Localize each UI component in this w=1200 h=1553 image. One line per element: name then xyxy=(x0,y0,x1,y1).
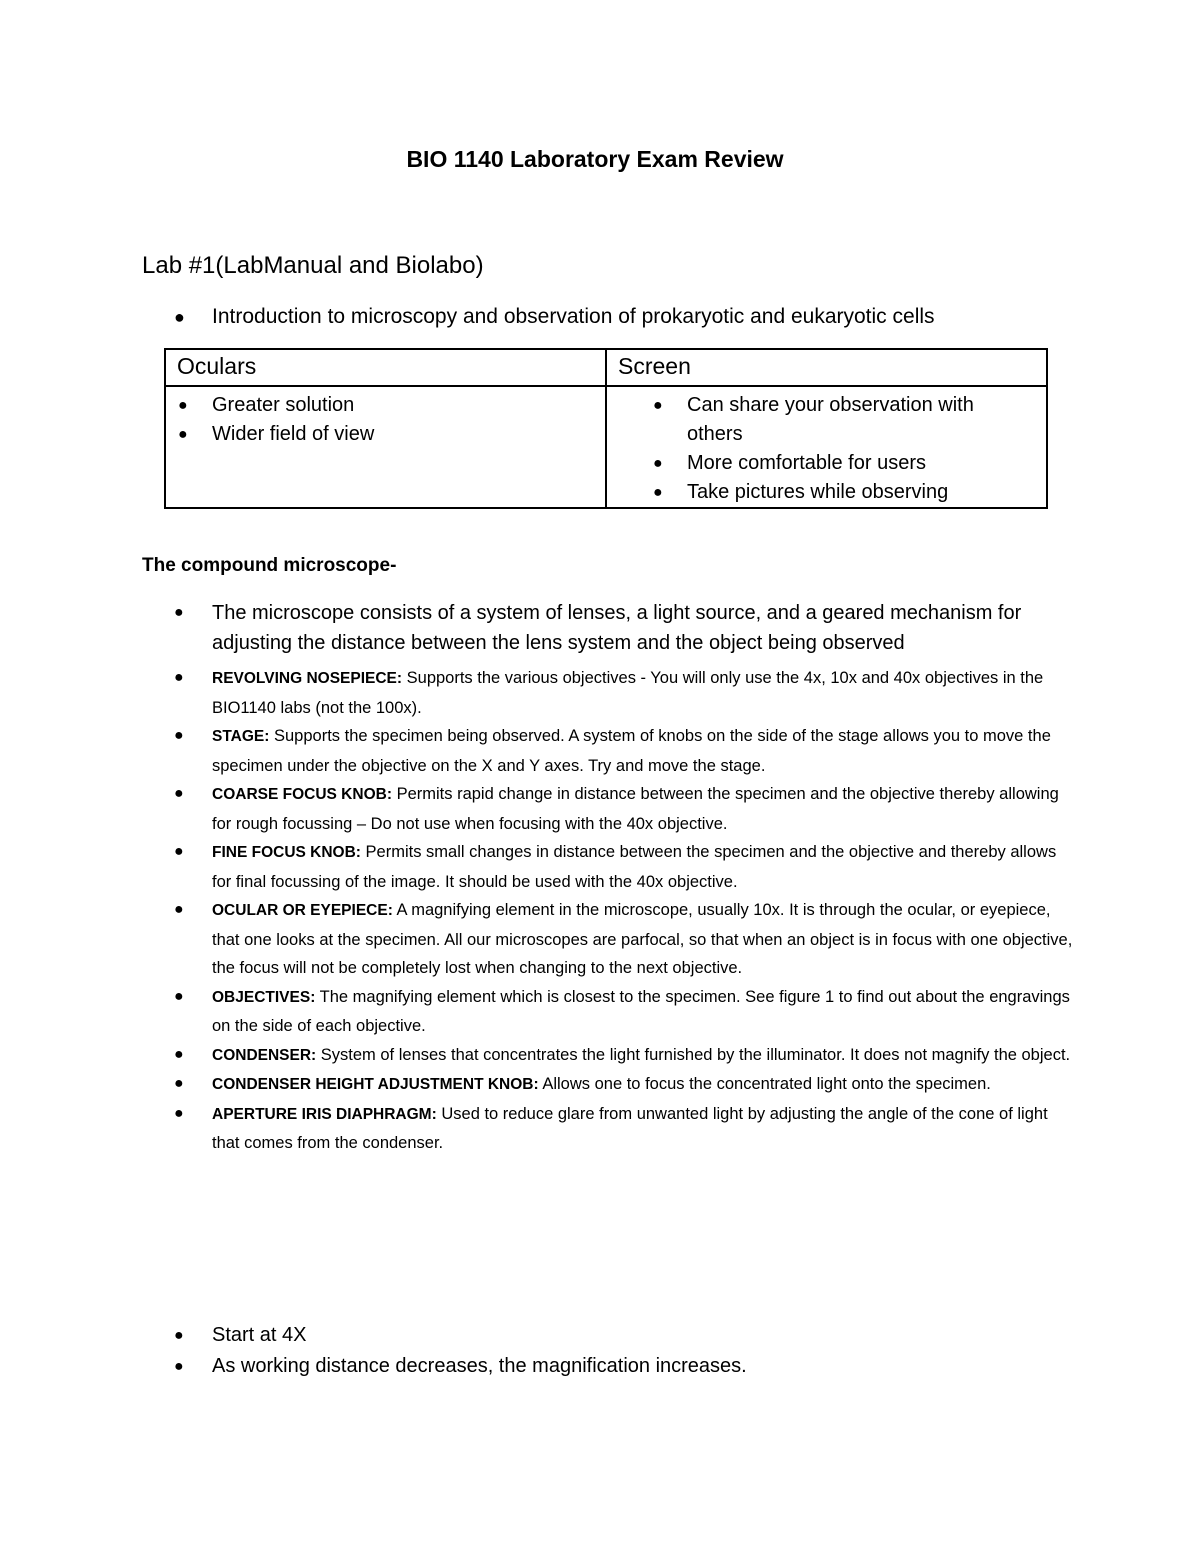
term-label: OCULAR OR EYEPIECE: xyxy=(212,902,393,919)
lab-heading: Lab #1(LabManual and Biolabo) xyxy=(142,252,484,279)
list-item xyxy=(178,420,605,449)
list-item xyxy=(174,664,1074,722)
term-description: System of lenses that concentrates the light furnished by the illuminator. It does not magnify the object. xyxy=(316,1045,1071,1064)
closing-list xyxy=(174,1320,747,1382)
bullet-icon: ● xyxy=(174,901,184,918)
term-description: Permits rapid change in distance between the specimen and the objective thereby allowing for rough focussing – Do not use when focusing with the 40x objective. xyxy=(212,785,1059,833)
term-description: Used to reduce glare from unwanted light by adjusting the angle of the cone of light that comes from the condenser. xyxy=(212,1104,1048,1152)
bullet-icon: ● xyxy=(174,307,185,327)
term-label: FINE FOCUS KNOB: xyxy=(212,844,361,861)
bullet-icon: ● xyxy=(174,604,184,621)
list-item-text: Wider field of view xyxy=(212,423,375,445)
table-row xyxy=(165,386,1047,508)
compound-microscope-list xyxy=(174,598,1074,1158)
list-item-text: More comfortable for users xyxy=(687,452,926,474)
list-item xyxy=(174,1320,747,1351)
term-description: Permits small changes in distance between the specimen and the objective and thereby allows for final focussing of the image. It should be used with the 40x objective. xyxy=(212,843,1057,891)
table-header-oculars: Oculars xyxy=(165,349,606,386)
bullet-icon: ● xyxy=(653,484,663,501)
term-label: REVOLVING NOSEPIECE: xyxy=(212,670,403,687)
list-item-text: Can share your observation with others xyxy=(687,394,974,445)
term-label: STAGE: xyxy=(212,728,270,745)
table-header-row xyxy=(165,349,1047,386)
list-item xyxy=(174,1100,1074,1158)
term-description: Supports the specimen being observed. A system of knobs on the side of the stage allows you to move the specimen under the objective on the X and Y axes. Try and move the stage. xyxy=(212,727,1051,775)
bullet-icon: ● xyxy=(174,1358,184,1375)
bullet-icon: ● xyxy=(174,727,184,744)
list-item-text: As working distance decreases, the magnification increases. xyxy=(212,1355,747,1377)
bullet-icon: ● xyxy=(174,1327,184,1344)
bullet-icon: ● xyxy=(653,455,663,472)
list-item xyxy=(174,598,1074,658)
list-item xyxy=(653,478,1006,507)
intro-text: Introduction to microscopy and observation of prokaryotic and eukaryotic cells xyxy=(212,305,935,328)
term-label: APERTURE IRIS DIAPHRAGM: xyxy=(212,1105,437,1123)
list-item-text: The microscope consists of a system of lenses, a light source, and a geared mechanism for adjusting the distance between the lens system and the object being observed xyxy=(212,602,1022,654)
list-item xyxy=(174,1070,1074,1100)
list-item xyxy=(653,391,1006,449)
list-item-text: Take pictures while observing xyxy=(687,481,949,503)
oculars-list xyxy=(166,391,605,449)
list-item xyxy=(178,391,605,420)
list-item xyxy=(174,983,1074,1041)
section-heading-compound-microscope: The compound microscope- xyxy=(142,555,397,576)
list-item xyxy=(174,896,1074,983)
list-item xyxy=(653,449,1006,478)
list-item xyxy=(174,1351,747,1382)
screen-cell xyxy=(606,386,1047,508)
oculars-cell xyxy=(165,386,606,508)
term-description: The magnifying element which is closest to the specimen. See figure 1 to find out about the engravings on the side of each objective. xyxy=(212,987,1070,1035)
bullet-icon: ● xyxy=(174,1075,184,1092)
term-label: CONDENSER HEIGHT ADJUSTMENT KNOB: xyxy=(212,1076,539,1093)
bullet-icon: ● xyxy=(174,987,184,1005)
intro-bullet xyxy=(174,305,935,329)
list-item-text: Greater solution xyxy=(212,394,355,416)
term-description: Allows one to focus the concentrated light onto the specimen. xyxy=(538,1075,991,1093)
bullet-icon: ● xyxy=(174,785,184,802)
list-item xyxy=(174,838,1074,896)
bullet-icon: ● xyxy=(653,397,663,414)
term-label: COARSE FOCUS KNOB: xyxy=(212,786,392,803)
table-header-screen: Screen xyxy=(606,349,1047,386)
bullet-icon: ● xyxy=(174,669,184,686)
bullet-icon: ● xyxy=(178,426,188,443)
term-description: A magnifying element in the microscope, usually 10x. It is through the ocular, or eyepiece, that one looks at the specimen. All our microscopes are parfocal, so that when an object is in focus with one objective, the focus will not be completely lost when changing to the next objective. xyxy=(212,901,1073,977)
bullet-icon: ● xyxy=(174,1104,184,1122)
bullet-icon: ● xyxy=(174,843,184,860)
list-item xyxy=(174,780,1074,838)
list-item-text: Start at 4X xyxy=(212,1324,307,1346)
term-label: OBJECTIVES: xyxy=(212,988,316,1006)
bullet-icon: ● xyxy=(178,397,188,414)
list-item xyxy=(174,1041,1074,1071)
page-title: BIO 1140 Laboratory Exam Review xyxy=(406,146,784,172)
term-description: Supports the various objectives - You will only use the 4x, 10x and 40x objectives in the BIO1140 labs (not the 100x). xyxy=(212,669,1044,717)
bullet-icon: ● xyxy=(174,1045,184,1063)
term-label: CONDENSER: xyxy=(212,1046,317,1064)
list-item xyxy=(174,722,1074,780)
comparison-table xyxy=(164,348,1048,509)
screen-list xyxy=(607,391,1046,507)
